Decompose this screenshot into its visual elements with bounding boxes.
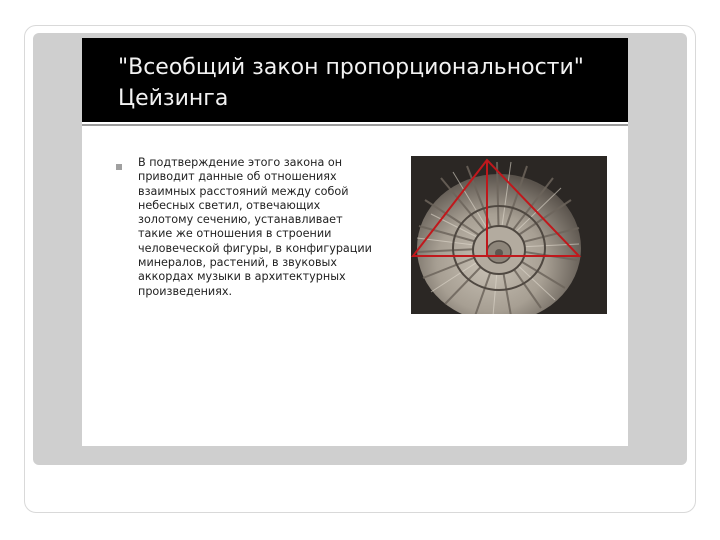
- title-bar: [82, 38, 628, 122]
- slide-title: "Всеобщий закон пропорциональности" Цейзинга: [118, 55, 584, 111]
- bullet-icon: [116, 164, 122, 170]
- ammonite-shell-illustration: [411, 156, 607, 314]
- title-divider: [82, 124, 628, 126]
- ammonite-shell-photo: [411, 156, 607, 314]
- slide: [82, 38, 628, 446]
- slide-body-text: В подтверждение этого закона он приводит данные об отношениях взаимных расстояний между собой небесных светил, отвечающих золотому сечению, устанавливает такие же отношения в строении человеческой фигуры, в конфигурации минералов, растений, в звуковых аккордах музыки в архитектурных произведениях.: [138, 156, 372, 298]
